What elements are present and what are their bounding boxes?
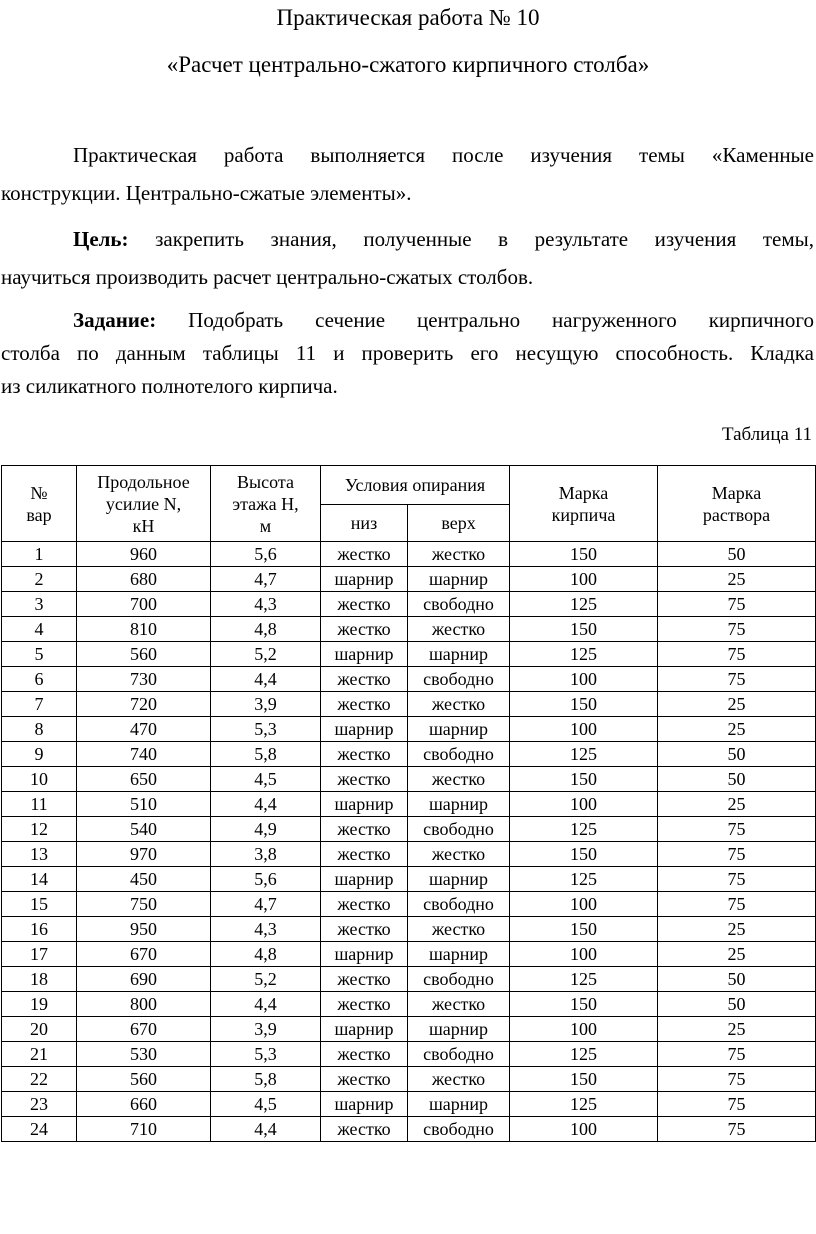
task-line-2: столба по данным таблицы 11 и проверить его несущую способность. Кладка [1, 341, 814, 365]
table-row [2, 1042, 816, 1067]
cell-floor-height: 4,4 [211, 792, 321, 817]
cell-variant: 13 [2, 842, 77, 867]
cell-floor-height: 4,4 [211, 1117, 321, 1142]
cell-axial-force: 730 [77, 667, 211, 692]
cell-variant: 9 [2, 742, 77, 767]
cell-variant: 12 [2, 817, 77, 842]
cell-axial-force: 970 [77, 842, 211, 867]
cell-support-top: жестко [408, 542, 510, 567]
task-line-3: из силикатного полнотелого кирпича. [1, 374, 338, 398]
cell-axial-force: 680 [77, 567, 211, 592]
cell-mortar-grade: 50 [658, 767, 816, 792]
cell-floor-height: 4,8 [211, 942, 321, 967]
cell-mortar-grade: 25 [658, 692, 816, 717]
cell-brick-grade: 150 [510, 1067, 658, 1092]
cell-support-bottom: шарнир [321, 792, 408, 817]
cell-brick-grade: 125 [510, 642, 658, 667]
cell-mortar-grade: 50 [658, 992, 816, 1017]
cell-variant: 1 [2, 542, 77, 567]
cell-mortar-grade: 75 [658, 892, 816, 917]
cell-axial-force: 470 [77, 717, 211, 742]
task-paragraph [1, 304, 814, 403]
cell-axial-force: 950 [77, 917, 211, 942]
table-row [2, 1067, 816, 1092]
cell-mortar-grade: 25 [658, 717, 816, 742]
cell-variant: 23 [2, 1092, 77, 1117]
header-brick-grade-line2: кирпича [551, 504, 616, 525]
cell-mortar-grade: 25 [658, 792, 816, 817]
table-body [2, 542, 816, 1142]
cell-brick-grade: 150 [510, 692, 658, 717]
cell-mortar-grade: 25 [658, 942, 816, 967]
cell-support-bottom: жестко [321, 817, 408, 842]
table-row [2, 567, 816, 592]
cell-support-bottom: жестко [321, 692, 408, 717]
cell-support-top: шарнир [408, 867, 510, 892]
cell-support-top: шарнир [408, 792, 510, 817]
header-support-conditions: Условия опирания [321, 466, 510, 505]
cell-brick-grade: 100 [510, 1017, 658, 1042]
cell-axial-force: 670 [77, 1017, 211, 1042]
header-brick-grade [510, 466, 658, 542]
cell-brick-grade: 100 [510, 942, 658, 967]
cell-axial-force: 960 [77, 542, 211, 567]
cell-support-top: шарнир [408, 1092, 510, 1117]
table-row [2, 592, 816, 617]
cell-support-top: жестко [408, 692, 510, 717]
cell-variant: 15 [2, 892, 77, 917]
intro-paragraph [1, 136, 814, 212]
cell-floor-height: 4,4 [211, 992, 321, 1017]
cell-mortar-grade: 25 [658, 567, 816, 592]
header-support-bottom: низ [321, 505, 408, 542]
cell-floor-height: 5,8 [211, 742, 321, 767]
cell-brick-grade: 150 [510, 542, 658, 567]
cell-mortar-grade: 75 [658, 642, 816, 667]
cell-mortar-grade: 50 [658, 742, 816, 767]
cell-variant: 5 [2, 642, 77, 667]
cell-brick-grade: 150 [510, 917, 658, 942]
cell-floor-height: 3,9 [211, 1017, 321, 1042]
cell-support-top: шарнир [408, 717, 510, 742]
cell-axial-force: 660 [77, 1092, 211, 1117]
cell-support-bottom: жестко [321, 967, 408, 992]
table-row [2, 692, 816, 717]
cell-floor-height: 5,3 [211, 717, 321, 742]
cell-support-top: шарнир [408, 642, 510, 667]
header-mortar-grade [658, 466, 816, 542]
cell-support-top: шарнир [408, 567, 510, 592]
cell-floor-height: 3,9 [211, 692, 321, 717]
header-axial-force-line3: кН [132, 515, 155, 536]
cell-variant: 17 [2, 942, 77, 967]
cell-axial-force: 740 [77, 742, 211, 767]
table-row [2, 817, 816, 842]
cell-support-bottom: жестко [321, 917, 408, 942]
table-caption: Таблица 11 [721, 424, 812, 445]
header-mortar-grade-line1: Марка [711, 482, 762, 503]
cell-support-top: свободно [408, 817, 510, 842]
cell-variant: 18 [2, 967, 77, 992]
table-row [2, 867, 816, 892]
cell-support-bottom: жестко [321, 892, 408, 917]
cell-mortar-grade: 75 [658, 592, 816, 617]
data-table [1, 465, 816, 1142]
cell-support-bottom: жестко [321, 592, 408, 617]
cell-variant: 8 [2, 717, 77, 742]
cell-support-bottom: жестко [321, 1117, 408, 1142]
cell-support-bottom: жестко [321, 1042, 408, 1067]
header-mortar-grade-line2: раствора [702, 504, 771, 525]
cell-axial-force: 560 [77, 1067, 211, 1092]
cell-brick-grade: 125 [510, 742, 658, 767]
cell-variant: 3 [2, 592, 77, 617]
cell-axial-force: 450 [77, 867, 211, 892]
goal-label: Цель: [73, 227, 129, 251]
cell-support-bottom: жестко [321, 617, 408, 642]
cell-axial-force: 560 [77, 642, 211, 667]
cell-floor-height: 4,4 [211, 667, 321, 692]
cell-axial-force: 720 [77, 692, 211, 717]
cell-support-bottom: жестко [321, 1067, 408, 1092]
task-line-1-text: Подобрать сечение центрально нагруженного кирпичного [156, 308, 814, 332]
cell-floor-height: 4,5 [211, 1092, 321, 1117]
cell-support-bottom: шарнир [321, 942, 408, 967]
cell-axial-force: 540 [77, 817, 211, 842]
cell-support-bottom: жестко [321, 842, 408, 867]
task-label: Задание: [73, 308, 157, 332]
header-floor-height-line3: м [259, 515, 272, 536]
cell-support-top: шарнир [408, 1017, 510, 1042]
cell-support-top: свободно [408, 967, 510, 992]
cell-axial-force: 670 [77, 942, 211, 967]
cell-mortar-grade: 75 [658, 617, 816, 642]
table-row [2, 667, 816, 692]
header-support-top: верх [408, 505, 510, 542]
goal-line-2: научиться производить расчет центрально-сжатых столбов. [1, 265, 534, 289]
cell-axial-force: 530 [77, 1042, 211, 1067]
cell-mortar-grade: 75 [658, 1067, 816, 1092]
header-axial-force [77, 466, 211, 542]
cell-support-bottom: жестко [321, 742, 408, 767]
cell-support-top: жестко [408, 617, 510, 642]
cell-mortar-grade: 25 [658, 917, 816, 942]
cell-variant: 19 [2, 992, 77, 1017]
cell-support-bottom: жестко [321, 767, 408, 792]
cell-support-bottom: жестко [321, 992, 408, 1017]
cell-variant: 11 [2, 792, 77, 817]
header-brick-grade-line1: Марка [558, 482, 609, 503]
cell-variant: 20 [2, 1017, 77, 1042]
cell-support-top: свободно [408, 592, 510, 617]
page-title: Практическая работа № 10 [276, 5, 540, 30]
cell-floor-height: 4,5 [211, 767, 321, 792]
cell-support-bottom: шарнир [321, 642, 408, 667]
table-row [2, 617, 816, 642]
cell-axial-force: 810 [77, 617, 211, 642]
cell-brick-grade: 150 [510, 617, 658, 642]
cell-variant: 22 [2, 1067, 77, 1092]
header-variant-number-line2: вар [26, 504, 52, 525]
cell-floor-height: 5,3 [211, 1042, 321, 1067]
table-row [2, 742, 816, 767]
cell-brick-grade: 125 [510, 967, 658, 992]
cell-support-top: шарнир [408, 942, 510, 967]
task-line-1 [1, 304, 814, 337]
table-row [2, 767, 816, 792]
cell-axial-force: 690 [77, 967, 211, 992]
intro-line-2: конструкции. Центрально-сжатые элементы». [1, 181, 412, 205]
cell-mortar-grade: 75 [658, 1092, 816, 1117]
cell-axial-force: 650 [77, 767, 211, 792]
cell-mortar-grade: 50 [658, 967, 816, 992]
cell-floor-height: 3,8 [211, 842, 321, 867]
table-row [2, 542, 816, 567]
table-row [2, 992, 816, 1017]
cell-axial-force: 710 [77, 1117, 211, 1142]
cell-variant: 14 [2, 867, 77, 892]
cell-variant: 21 [2, 1042, 77, 1067]
goal-line-1 [1, 220, 814, 258]
cell-floor-height: 4,7 [211, 892, 321, 917]
table-row [2, 967, 816, 992]
cell-variant: 7 [2, 692, 77, 717]
cell-brick-grade: 100 [510, 892, 658, 917]
cell-mortar-grade: 75 [658, 667, 816, 692]
cell-mortar-grade: 75 [658, 817, 816, 842]
cell-mortar-grade: 75 [658, 1117, 816, 1142]
table-row [2, 917, 816, 942]
cell-floor-height: 5,2 [211, 642, 321, 667]
table-row [2, 842, 816, 867]
cell-floor-height: 4,8 [211, 617, 321, 642]
cell-brick-grade: 100 [510, 792, 658, 817]
cell-mortar-grade: 75 [658, 867, 816, 892]
header-floor-height [211, 466, 321, 542]
table-row [2, 892, 816, 917]
header-floor-height-line2: этажа H, [232, 493, 299, 514]
cell-floor-height: 4,9 [211, 817, 321, 842]
header-axial-force-line1: Продольное [97, 471, 190, 492]
cell-axial-force: 510 [77, 792, 211, 817]
cell-support-bottom: жестко [321, 667, 408, 692]
cell-floor-height: 4,3 [211, 917, 321, 942]
cell-floor-height: 5,6 [211, 867, 321, 892]
cell-variant: 16 [2, 917, 77, 942]
table-row [2, 717, 816, 742]
cell-brick-grade: 125 [510, 1092, 658, 1117]
table-row [2, 1017, 816, 1042]
table-row [2, 642, 816, 667]
header-axial-force-line2: усилие N, [105, 493, 182, 514]
cell-floor-height: 5,2 [211, 967, 321, 992]
cell-floor-height: 5,8 [211, 1067, 321, 1092]
cell-support-top: жестко [408, 917, 510, 942]
cell-mortar-grade: 25 [658, 1017, 816, 1042]
cell-brick-grade: 150 [510, 992, 658, 1017]
cell-support-bottom: шарнир [321, 867, 408, 892]
cell-floor-height: 4,3 [211, 592, 321, 617]
cell-brick-grade: 100 [510, 667, 658, 692]
cell-brick-grade: 125 [510, 817, 658, 842]
cell-brick-grade: 150 [510, 767, 658, 792]
page-subtitle: «Расчет центрально-сжатого кирпичного столба» [166, 52, 650, 77]
cell-support-top: жестко [408, 992, 510, 1017]
cell-support-bottom: шарнир [321, 567, 408, 592]
cell-floor-height: 5,6 [211, 542, 321, 567]
cell-mortar-grade: 75 [658, 1042, 816, 1067]
cell-brick-grade: 100 [510, 567, 658, 592]
goal-line-1-text: закрепить знания, полученные в результате изучения темы, [128, 227, 814, 251]
cell-support-bottom: шарнир [321, 717, 408, 742]
cell-support-top: жестко [408, 1067, 510, 1092]
cell-variant: 4 [2, 617, 77, 642]
cell-support-bottom: шарнир [321, 1092, 408, 1117]
cell-support-bottom: шарнир [321, 1017, 408, 1042]
cell-brick-grade: 100 [510, 1117, 658, 1142]
cell-variant: 2 [2, 567, 77, 592]
cell-brick-grade: 100 [510, 717, 658, 742]
cell-floor-height: 4,7 [211, 567, 321, 592]
table-row [2, 1092, 816, 1117]
cell-axial-force: 700 [77, 592, 211, 617]
cell-support-top: жестко [408, 842, 510, 867]
table-row [2, 792, 816, 817]
intro-line-1: Практическая работа выполняется после изучения темы «Каменные [73, 143, 814, 167]
header-variant-number-line1: № [30, 482, 48, 503]
table-row [2, 1117, 816, 1142]
cell-variant: 24 [2, 1117, 77, 1142]
table-row [2, 942, 816, 967]
cell-support-top: свободно [408, 892, 510, 917]
cell-brick-grade: 150 [510, 842, 658, 867]
cell-support-bottom: жестко [321, 542, 408, 567]
cell-axial-force: 800 [77, 992, 211, 1017]
goal-paragraph [1, 220, 814, 296]
cell-support-top: свободно [408, 1042, 510, 1067]
header-floor-height-line1: Высота [237, 471, 294, 492]
header-variant-number [2, 466, 77, 542]
cell-support-top: жестко [408, 767, 510, 792]
cell-support-top: свободно [408, 742, 510, 767]
cell-variant: 10 [2, 767, 77, 792]
cell-mortar-grade: 50 [658, 542, 816, 567]
cell-axial-force: 750 [77, 892, 211, 917]
cell-support-top: свободно [408, 667, 510, 692]
cell-variant: 6 [2, 667, 77, 692]
cell-support-top: свободно [408, 1117, 510, 1142]
cell-brick-grade: 125 [510, 592, 658, 617]
cell-brick-grade: 125 [510, 867, 658, 892]
cell-mortar-grade: 75 [658, 842, 816, 867]
cell-brick-grade: 125 [510, 1042, 658, 1067]
